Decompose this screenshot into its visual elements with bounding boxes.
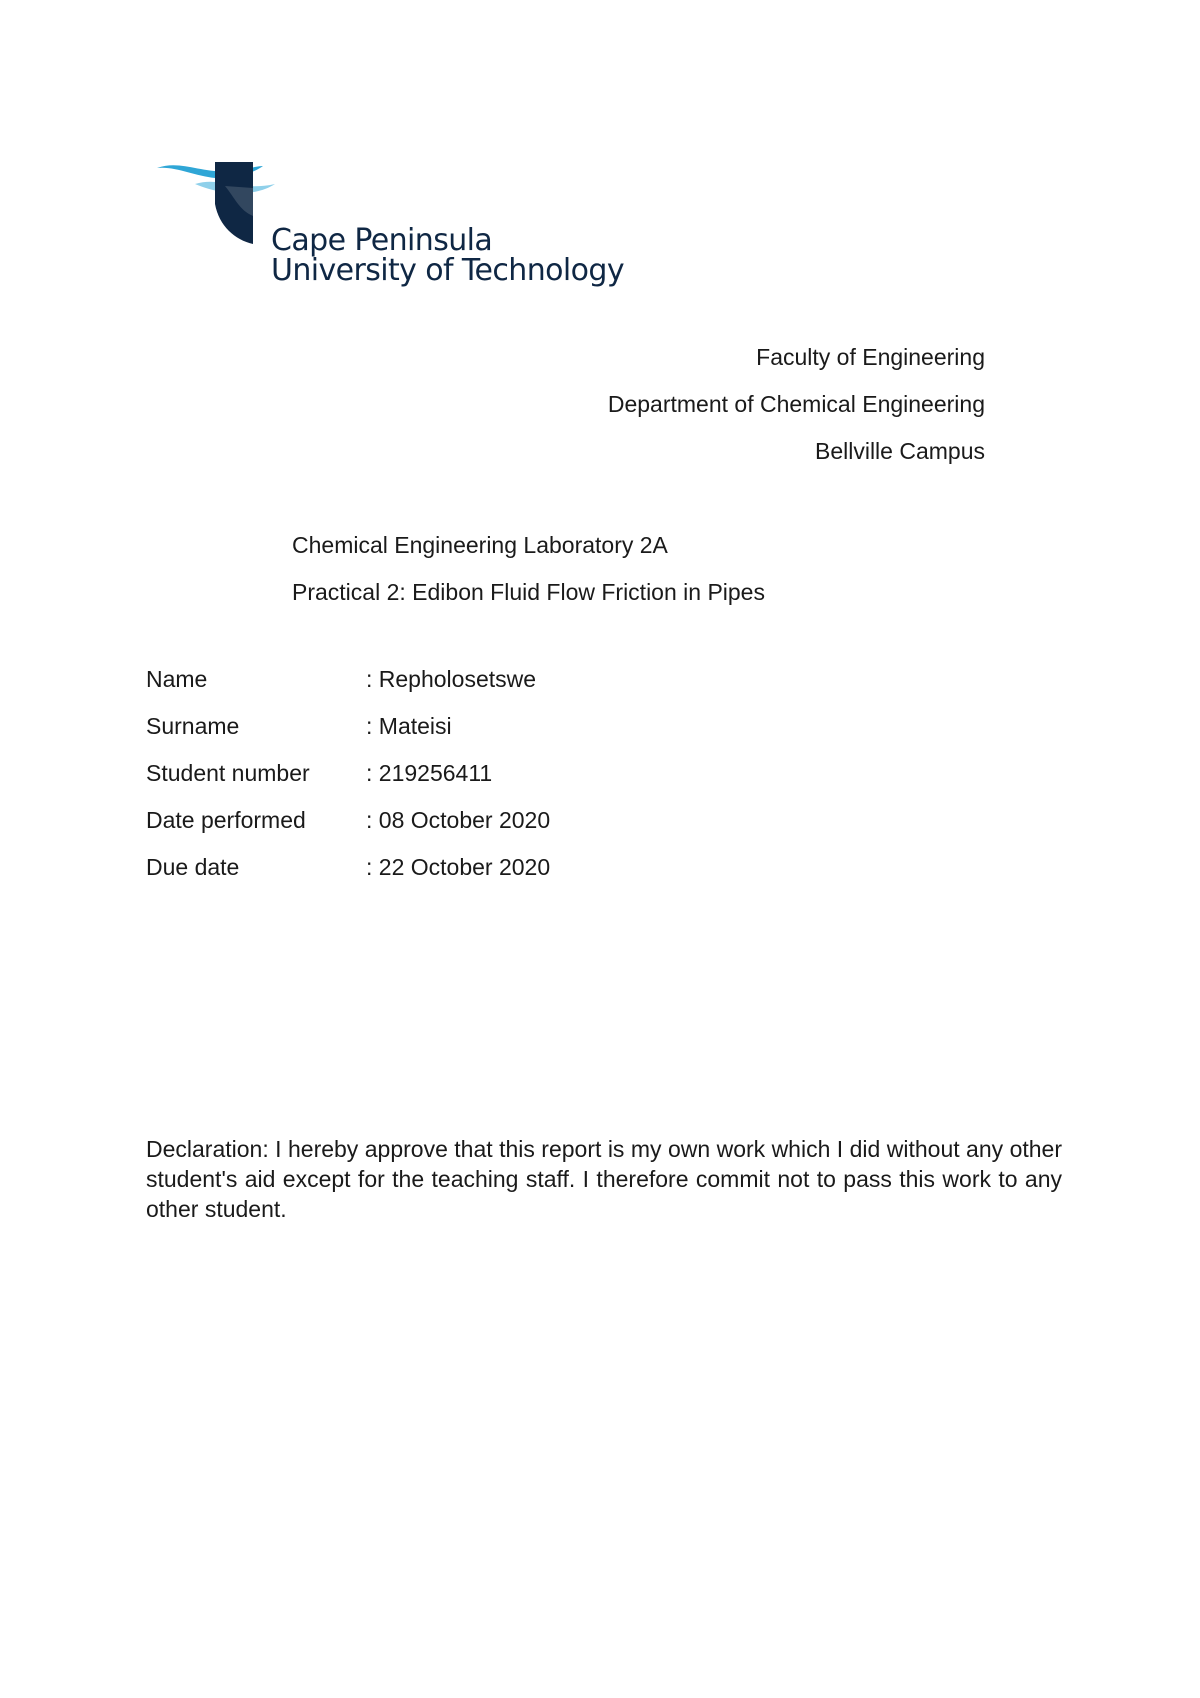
detail-value: : 219256411	[366, 760, 493, 786]
detail-value: : Repholosetswe	[366, 666, 537, 692]
practical-title: Practical 2: Edibon Fluid Flow Friction in Pipes	[292, 579, 765, 605]
detail-row-name	[146, 656, 550, 703]
detail-label: Surname	[146, 713, 240, 739]
logo-line-1: Cape Peninsula	[271, 223, 493, 258]
department-name: Department of Chemical Engineering	[607, 391, 985, 417]
detail-value: : Mateisi	[366, 713, 452, 739]
cput-emblem-icon	[155, 158, 285, 258]
detail-row-due-date	[146, 844, 550, 891]
detail-row-surname	[146, 703, 550, 750]
declaration-paragraph: Declaration: I hereby approve that this report is my own work which I did without any other student's aid except for the teaching staff. I therefore commit not to pass this work to any other student.	[146, 1136, 1062, 1222]
campus-name: Bellville Campus	[814, 438, 985, 464]
detail-row-student-number	[146, 750, 550, 797]
detail-value: : 08 October 2020	[366, 807, 551, 833]
university-logo	[155, 158, 624, 298]
course-block	[292, 522, 765, 616]
detail-label: Date performed	[146, 807, 306, 833]
faculty-name: Faculty of Engineering	[756, 344, 985, 370]
detail-row-date-performed	[146, 797, 550, 844]
detail-label: Name	[146, 666, 208, 692]
detail-value: : 22 October 2020	[366, 854, 551, 880]
student-details	[146, 656, 550, 891]
detail-label: Due date	[146, 854, 240, 880]
logo-wordmark	[271, 223, 624, 288]
logo-line-2: University of Technology	[271, 253, 624, 288]
faculty-block	[608, 334, 985, 475]
detail-label: Student number	[146, 760, 310, 786]
module-title: Chemical Engineering Laboratory 2A	[292, 532, 668, 558]
